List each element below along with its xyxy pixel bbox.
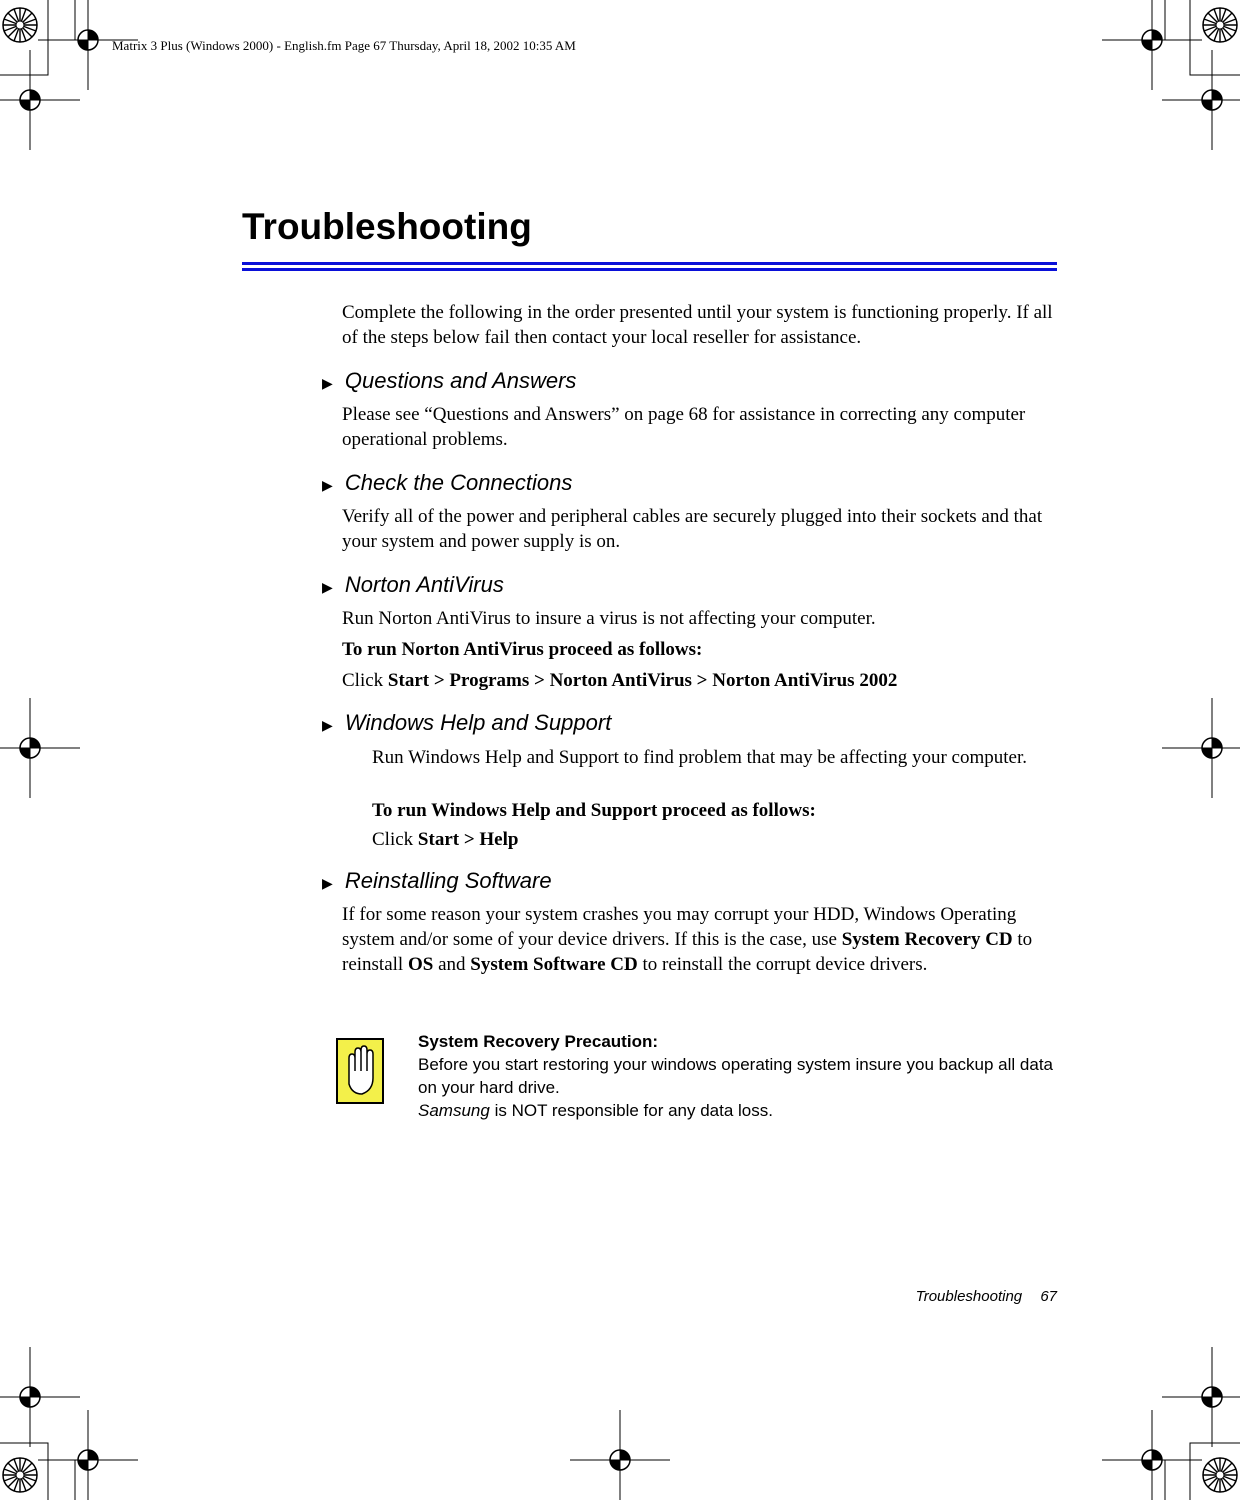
reinstall-text-4: to reinstall the corrupt device drivers. <box>642 954 928 975</box>
triangle-bullet-icon: ▶ <box>322 717 333 733</box>
connections-paragraph: Verify all of the power and peripheral cables are securely plugged into their sockets and that your system and power supply is on. <box>342 506 1043 552</box>
title-rule-top <box>242 262 1057 265</box>
section-heading-help <box>322 710 611 736</box>
reinstall-bold-1: System Recovery CD <box>841 929 1013 950</box>
page-number: 67 <box>1040 1288 1057 1305</box>
click-word: Click <box>372 829 414 850</box>
precaution-disclaimer-text: is NOT responsible for any data loss. <box>494 1101 773 1120</box>
section-heading-norton <box>322 572 504 598</box>
precaution-company: Samsung <box>418 1101 490 1120</box>
click-word: Click <box>342 670 384 691</box>
precaution-line: Before you start restoring your windows operating system insure you backup all data on your hard drive. <box>418 1055 1053 1097</box>
section-heading-label: Questions and Answers <box>344 368 577 393</box>
reinstall-bold-3: System Software CD <box>470 954 638 975</box>
reinstall-text-3: and <box>438 954 466 975</box>
page-title: Troubleshooting <box>242 206 532 247</box>
reinstall-paragraph <box>342 902 1057 977</box>
footer-section: Troubleshooting <box>915 1288 1023 1305</box>
reinstall-text-2: to reinstall <box>342 929 1033 975</box>
triangle-bullet-icon: ▶ <box>322 477 333 493</box>
section-heading-reinstall <box>322 868 552 894</box>
qa-paragraph: Please see “Questions and Answers” on page 68 for assistance in correcting any computer operational problems. <box>342 404 1026 450</box>
norton-click-instruction <box>342 668 1057 693</box>
section-heading-label: Check the Connections <box>344 470 573 495</box>
reinstall-bold-2: OS <box>407 954 434 975</box>
section-heading-label: Norton AntiVirus <box>344 572 504 597</box>
precaution-disclaimer <box>418 1099 1058 1122</box>
section-heading-qa <box>322 368 576 394</box>
help-proceed-text: To run Windows Help and Support proceed as follows: <box>372 800 816 821</box>
triangle-bullet-icon: ▶ <box>322 875 333 891</box>
help-click-instruction <box>372 827 1087 852</box>
section-heading-label: Windows Help and Support <box>344 710 612 735</box>
intro-paragraph: Complete the following in the order presented until your system is functioning properly. If all of the steps below fail then contact your local reseller for assistance. <box>342 302 1053 348</box>
title-rule-bottom <box>242 268 1057 271</box>
norton-paragraph: Run Norton AntiVirus to insure a virus is not affecting your computer. <box>342 608 876 629</box>
help-menu-path: Start > Help <box>417 829 519 850</box>
page-footer <box>916 1288 1057 1305</box>
norton-proceed-text: To run Norton AntiVirus proceed as follows: <box>342 639 703 660</box>
section-heading-connections <box>322 470 572 496</box>
help-proceed <box>372 798 1087 823</box>
precaution-heading: System Recovery Precaution: <box>418 1032 658 1051</box>
precaution-note <box>418 1030 1058 1122</box>
triangle-bullet-icon: ▶ <box>322 579 333 595</box>
triangle-bullet-icon: ▶ <box>322 375 333 391</box>
norton-menu-path: Start > Programs > Norton AntiVirus > Norton AntiVirus 2002 <box>387 670 898 691</box>
section-heading-label: Reinstalling Software <box>344 868 552 893</box>
print-header-file-info: Matrix 3 Plus (Windows 2000) - English.fm Page 67 Thursday, April 18, 2002 10:35 AM <box>112 38 576 53</box>
norton-proceed <box>342 637 1057 662</box>
stop-hand-icon <box>336 1038 384 1104</box>
reinstall-text-1: If for some reason your system crashes you may corrupt your HDD, Windows Operating system and/or some of your device drivers. If this is the case, use <box>342 904 1017 950</box>
help-paragraph: Run Windows Help and Support to find problem that may be affecting your computer. <box>372 747 1027 768</box>
